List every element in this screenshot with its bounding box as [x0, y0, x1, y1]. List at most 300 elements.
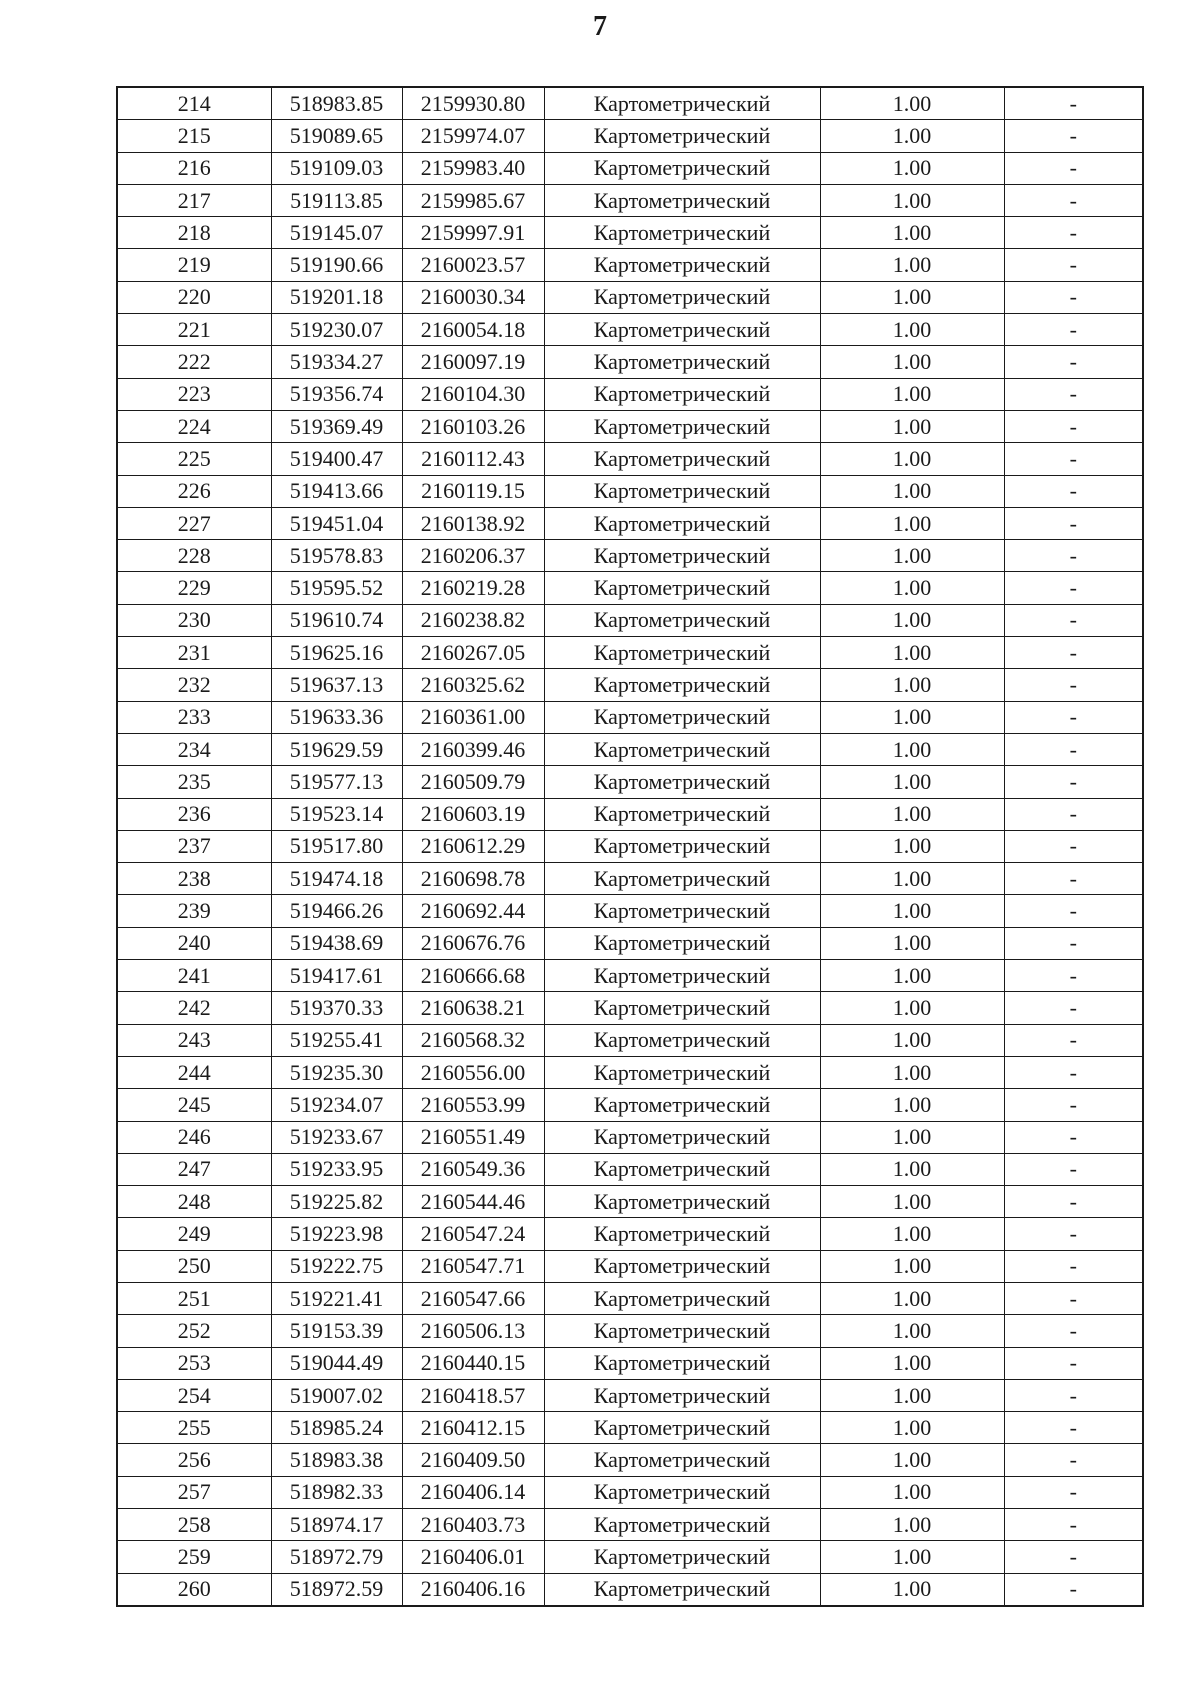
x-coordinate-cell: 519233.67 [271, 1121, 402, 1153]
y-coordinate-cell: 2160361.00 [402, 701, 544, 733]
description-cell: - [1004, 1089, 1143, 1121]
y-coordinate-cell: 2160698.78 [402, 863, 544, 895]
accuracy-cell: 1.00 [820, 1250, 1004, 1282]
accuracy-cell: 1.00 [820, 992, 1004, 1024]
x-coordinate-cell: 519233.95 [271, 1153, 402, 1185]
y-coordinate-cell: 2159997.91 [402, 217, 544, 249]
table-row [117, 443, 1143, 475]
method-cell: Картометрический [544, 1444, 820, 1476]
table-row [117, 798, 1143, 830]
method-cell: Картометрический [544, 1379, 820, 1411]
table-row [117, 1315, 1143, 1347]
accuracy-cell: 1.00 [820, 184, 1004, 216]
x-coordinate-cell: 518972.79 [271, 1541, 402, 1573]
point-number-cell: 235 [117, 766, 271, 798]
point-number-cell: 228 [117, 540, 271, 572]
point-number-cell: 216 [117, 152, 271, 184]
x-coordinate-cell: 519007.02 [271, 1379, 402, 1411]
point-number-cell: 260 [117, 1573, 271, 1606]
accuracy-cell: 1.00 [820, 87, 1004, 120]
description-cell: - [1004, 895, 1143, 927]
method-cell: Картометрический [544, 184, 820, 216]
description-cell: - [1004, 184, 1143, 216]
y-coordinate-cell: 2160556.00 [402, 1056, 544, 1088]
x-coordinate-cell: 519145.07 [271, 217, 402, 249]
point-number-cell: 219 [117, 249, 271, 281]
x-coordinate-cell: 519637.13 [271, 669, 402, 701]
y-coordinate-cell: 2160568.32 [402, 1024, 544, 1056]
table-row [117, 1186, 1143, 1218]
x-coordinate-cell: 519334.27 [271, 346, 402, 378]
point-number-cell: 222 [117, 346, 271, 378]
method-cell: Картометрический [544, 410, 820, 442]
point-number-cell: 253 [117, 1347, 271, 1379]
method-cell: Картометрический [544, 249, 820, 281]
x-coordinate-cell: 519109.03 [271, 152, 402, 184]
x-coordinate-cell: 519629.59 [271, 733, 402, 765]
accuracy-cell: 1.00 [820, 637, 1004, 669]
table-row [117, 1444, 1143, 1476]
table-row [117, 1509, 1143, 1541]
description-cell: - [1004, 1379, 1143, 1411]
point-number-cell: 242 [117, 992, 271, 1024]
accuracy-cell: 1.00 [820, 1282, 1004, 1314]
point-number-cell: 214 [117, 87, 271, 120]
y-coordinate-cell: 2160406.01 [402, 1541, 544, 1573]
point-number-cell: 223 [117, 378, 271, 410]
y-coordinate-cell: 2160692.44 [402, 895, 544, 927]
x-coordinate-cell: 519221.41 [271, 1282, 402, 1314]
description-cell: - [1004, 475, 1143, 507]
point-number-cell: 245 [117, 1089, 271, 1121]
description-cell: - [1004, 443, 1143, 475]
point-number-cell: 232 [117, 669, 271, 701]
accuracy-cell: 1.00 [820, 1509, 1004, 1541]
table-row [117, 475, 1143, 507]
y-coordinate-cell: 2160603.19 [402, 798, 544, 830]
point-number-cell: 241 [117, 960, 271, 992]
method-cell: Картометрический [544, 1476, 820, 1508]
accuracy-cell: 1.00 [820, 1444, 1004, 1476]
description-cell: - [1004, 507, 1143, 539]
point-number-cell: 252 [117, 1315, 271, 1347]
point-number-cell: 233 [117, 701, 271, 733]
y-coordinate-cell: 2160676.76 [402, 927, 544, 959]
method-cell: Картометрический [544, 540, 820, 572]
y-coordinate-cell: 2159983.40 [402, 152, 544, 184]
y-coordinate-cell: 2160418.57 [402, 1379, 544, 1411]
accuracy-cell: 1.00 [820, 1153, 1004, 1185]
accuracy-cell: 1.00 [820, 1412, 1004, 1444]
method-cell: Картометрический [544, 637, 820, 669]
description-cell: - [1004, 120, 1143, 152]
description-cell: - [1004, 669, 1143, 701]
point-number-cell: 248 [117, 1186, 271, 1218]
x-coordinate-cell: 518972.59 [271, 1573, 402, 1606]
table-row [117, 314, 1143, 346]
accuracy-cell: 1.00 [820, 217, 1004, 249]
accuracy-cell: 1.00 [820, 669, 1004, 701]
table-row [117, 1121, 1143, 1153]
y-coordinate-cell: 2160219.28 [402, 572, 544, 604]
method-cell: Картометрический [544, 572, 820, 604]
x-coordinate-cell: 519235.30 [271, 1056, 402, 1088]
method-cell: Картометрический [544, 1412, 820, 1444]
y-coordinate-cell: 2160553.99 [402, 1089, 544, 1121]
x-coordinate-cell: 519225.82 [271, 1186, 402, 1218]
method-cell: Картометрический [544, 1024, 820, 1056]
description-cell: - [1004, 1476, 1143, 1508]
point-number-cell: 236 [117, 798, 271, 830]
table-row [117, 733, 1143, 765]
y-coordinate-cell: 2160409.50 [402, 1444, 544, 1476]
table-row [117, 604, 1143, 636]
y-coordinate-cell: 2160547.71 [402, 1250, 544, 1282]
y-coordinate-cell: 2160547.66 [402, 1282, 544, 1314]
x-coordinate-cell: 518985.24 [271, 1412, 402, 1444]
table-row [117, 766, 1143, 798]
method-cell: Картометрический [544, 152, 820, 184]
method-cell: Картометрический [544, 1089, 820, 1121]
method-cell: Картометрический [544, 120, 820, 152]
method-cell: Картометрический [544, 443, 820, 475]
y-coordinate-cell: 2160054.18 [402, 314, 544, 346]
x-coordinate-cell: 519438.69 [271, 927, 402, 959]
accuracy-cell: 1.00 [820, 895, 1004, 927]
x-coordinate-cell: 519234.07 [271, 1089, 402, 1121]
description-cell: - [1004, 87, 1143, 120]
y-coordinate-cell: 2160097.19 [402, 346, 544, 378]
accuracy-cell: 1.00 [820, 152, 1004, 184]
method-cell: Картометрический [544, 1541, 820, 1573]
description-cell: - [1004, 701, 1143, 733]
x-coordinate-cell: 519595.52 [271, 572, 402, 604]
y-coordinate-cell: 2160138.92 [402, 507, 544, 539]
y-coordinate-cell: 2160325.62 [402, 669, 544, 701]
table-row [117, 1282, 1143, 1314]
point-number-cell: 246 [117, 1121, 271, 1153]
table-row [117, 863, 1143, 895]
point-number-cell: 218 [117, 217, 271, 249]
point-number-cell: 257 [117, 1476, 271, 1508]
y-coordinate-cell: 2160547.24 [402, 1218, 544, 1250]
description-cell: - [1004, 992, 1143, 1024]
table-row [117, 637, 1143, 669]
method-cell: Картометрический [544, 281, 820, 313]
accuracy-cell: 1.00 [820, 1541, 1004, 1573]
method-cell: Картометрический [544, 475, 820, 507]
description-cell: - [1004, 1218, 1143, 1250]
coordinates-table-body [117, 87, 1143, 1606]
point-number-cell: 226 [117, 475, 271, 507]
x-coordinate-cell: 519113.85 [271, 184, 402, 216]
point-number-cell: 243 [117, 1024, 271, 1056]
y-coordinate-cell: 2160666.68 [402, 960, 544, 992]
x-coordinate-cell: 519089.65 [271, 120, 402, 152]
method-cell: Картометрический [544, 766, 820, 798]
y-coordinate-cell: 2160112.43 [402, 443, 544, 475]
description-cell: - [1004, 766, 1143, 798]
table-row [117, 152, 1143, 184]
accuracy-cell: 1.00 [820, 1315, 1004, 1347]
table-row [117, 249, 1143, 281]
point-number-cell: 221 [117, 314, 271, 346]
description-cell: - [1004, 1024, 1143, 1056]
accuracy-cell: 1.00 [820, 1573, 1004, 1606]
accuracy-cell: 1.00 [820, 798, 1004, 830]
table-row [117, 217, 1143, 249]
point-number-cell: 220 [117, 281, 271, 313]
y-coordinate-cell: 2160238.82 [402, 604, 544, 636]
y-coordinate-cell: 2160612.29 [402, 830, 544, 862]
method-cell: Картометрический [544, 217, 820, 249]
x-coordinate-cell: 519451.04 [271, 507, 402, 539]
method-cell: Картометрический [544, 1121, 820, 1153]
x-coordinate-cell: 519190.66 [271, 249, 402, 281]
x-coordinate-cell: 519201.18 [271, 281, 402, 313]
x-coordinate-cell: 519610.74 [271, 604, 402, 636]
y-coordinate-cell: 2160103.26 [402, 410, 544, 442]
method-cell: Картометрический [544, 895, 820, 927]
accuracy-cell: 1.00 [820, 249, 1004, 281]
method-cell: Картометрический [544, 1282, 820, 1314]
point-number-cell: 229 [117, 572, 271, 604]
y-coordinate-cell: 2160104.30 [402, 378, 544, 410]
table-row [117, 927, 1143, 959]
description-cell: - [1004, 1056, 1143, 1088]
y-coordinate-cell: 2160023.57 [402, 249, 544, 281]
x-coordinate-cell: 519370.33 [271, 992, 402, 1024]
table-row [117, 1573, 1143, 1606]
y-coordinate-cell: 2160403.73 [402, 1509, 544, 1541]
y-coordinate-cell: 2160544.46 [402, 1186, 544, 1218]
accuracy-cell: 1.00 [820, 766, 1004, 798]
table-row [117, 120, 1143, 152]
description-cell: - [1004, 249, 1143, 281]
method-cell: Картометрический [544, 1347, 820, 1379]
method-cell: Картометрический [544, 927, 820, 959]
description-cell: - [1004, 1315, 1143, 1347]
x-coordinate-cell: 518983.38 [271, 1444, 402, 1476]
accuracy-cell: 1.00 [820, 1347, 1004, 1379]
y-coordinate-cell: 2160399.46 [402, 733, 544, 765]
accuracy-cell: 1.00 [820, 378, 1004, 410]
x-coordinate-cell: 519230.07 [271, 314, 402, 346]
point-number-cell: 230 [117, 604, 271, 636]
description-cell: - [1004, 1186, 1143, 1218]
accuracy-cell: 1.00 [820, 1476, 1004, 1508]
table-row [117, 1153, 1143, 1185]
description-cell: - [1004, 604, 1143, 636]
y-coordinate-cell: 2160406.16 [402, 1573, 544, 1606]
method-cell: Картометрический [544, 1315, 820, 1347]
point-number-cell: 224 [117, 410, 271, 442]
table-row [117, 669, 1143, 701]
x-coordinate-cell: 519153.39 [271, 1315, 402, 1347]
description-cell: - [1004, 540, 1143, 572]
accuracy-cell: 1.00 [820, 863, 1004, 895]
method-cell: Картометрический [544, 1153, 820, 1185]
table-row [117, 507, 1143, 539]
x-coordinate-cell: 519255.41 [271, 1024, 402, 1056]
table-row [117, 830, 1143, 862]
point-number-cell: 215 [117, 120, 271, 152]
accuracy-cell: 1.00 [820, 572, 1004, 604]
accuracy-cell: 1.00 [820, 701, 1004, 733]
coordinates-table [116, 86, 1144, 1607]
table-row [117, 1056, 1143, 1088]
table-row [117, 895, 1143, 927]
x-coordinate-cell: 519222.75 [271, 1250, 402, 1282]
y-coordinate-cell: 2160440.15 [402, 1347, 544, 1379]
description-cell: - [1004, 1121, 1143, 1153]
description-cell: - [1004, 1250, 1143, 1282]
point-number-cell: 217 [117, 184, 271, 216]
table-row [117, 1379, 1143, 1411]
x-coordinate-cell: 519523.14 [271, 798, 402, 830]
description-cell: - [1004, 830, 1143, 862]
method-cell: Картометрический [544, 507, 820, 539]
method-cell: Картометрический [544, 733, 820, 765]
x-coordinate-cell: 519369.49 [271, 410, 402, 442]
description-cell: - [1004, 1153, 1143, 1185]
method-cell: Картометрический [544, 992, 820, 1024]
y-coordinate-cell: 2160506.13 [402, 1315, 544, 1347]
x-coordinate-cell: 518982.33 [271, 1476, 402, 1508]
table-row [117, 1412, 1143, 1444]
method-cell: Картометрический [544, 87, 820, 120]
table-row [117, 992, 1143, 1024]
method-cell: Картометрический [544, 669, 820, 701]
point-number-cell: 251 [117, 1282, 271, 1314]
description-cell: - [1004, 217, 1143, 249]
table-row [117, 572, 1143, 604]
description-cell: - [1004, 1282, 1143, 1314]
accuracy-cell: 1.00 [820, 1121, 1004, 1153]
accuracy-cell: 1.00 [820, 443, 1004, 475]
point-number-cell: 255 [117, 1412, 271, 1444]
table-row [117, 1024, 1143, 1056]
x-coordinate-cell: 519356.74 [271, 378, 402, 410]
point-number-cell: 238 [117, 863, 271, 895]
accuracy-cell: 1.00 [820, 1379, 1004, 1411]
table-row [117, 87, 1143, 120]
table-row [117, 1476, 1143, 1508]
x-coordinate-cell: 519625.16 [271, 637, 402, 669]
y-coordinate-cell: 2159985.67 [402, 184, 544, 216]
accuracy-cell: 1.00 [820, 540, 1004, 572]
table-row [117, 346, 1143, 378]
method-cell: Картометрический [544, 604, 820, 636]
table-row [117, 410, 1143, 442]
x-coordinate-cell: 519633.36 [271, 701, 402, 733]
method-cell: Картометрический [544, 1186, 820, 1218]
x-coordinate-cell: 519517.80 [271, 830, 402, 862]
accuracy-cell: 1.00 [820, 1089, 1004, 1121]
accuracy-cell: 1.00 [820, 475, 1004, 507]
y-coordinate-cell: 2160412.15 [402, 1412, 544, 1444]
description-cell: - [1004, 637, 1143, 669]
point-number-cell: 247 [117, 1153, 271, 1185]
description-cell: - [1004, 346, 1143, 378]
table-row [117, 1541, 1143, 1573]
point-number-cell: 231 [117, 637, 271, 669]
accuracy-cell: 1.00 [820, 120, 1004, 152]
y-coordinate-cell: 2160206.37 [402, 540, 544, 572]
description-cell: - [1004, 863, 1143, 895]
x-coordinate-cell: 518983.85 [271, 87, 402, 120]
table-row [117, 184, 1143, 216]
description-cell: - [1004, 152, 1143, 184]
description-cell: - [1004, 960, 1143, 992]
x-coordinate-cell: 519223.98 [271, 1218, 402, 1250]
table-row [117, 701, 1143, 733]
x-coordinate-cell: 519413.66 [271, 475, 402, 507]
description-cell: - [1004, 1412, 1143, 1444]
method-cell: Картометрический [544, 378, 820, 410]
x-coordinate-cell: 519577.13 [271, 766, 402, 798]
table-row [117, 1347, 1143, 1379]
table-row [117, 1218, 1143, 1250]
description-cell: - [1004, 1541, 1143, 1573]
point-number-cell: 225 [117, 443, 271, 475]
point-number-cell: 249 [117, 1218, 271, 1250]
description-cell: - [1004, 1573, 1143, 1606]
method-cell: Картометрический [544, 1250, 820, 1282]
description-cell: - [1004, 410, 1143, 442]
description-cell: - [1004, 281, 1143, 313]
accuracy-cell: 1.00 [820, 1024, 1004, 1056]
method-cell: Картометрический [544, 863, 820, 895]
x-coordinate-cell: 519417.61 [271, 960, 402, 992]
point-number-cell: 256 [117, 1444, 271, 1476]
method-cell: Картометрический [544, 1218, 820, 1250]
point-number-cell: 250 [117, 1250, 271, 1282]
method-cell: Картометрический [544, 1573, 820, 1606]
accuracy-cell: 1.00 [820, 314, 1004, 346]
accuracy-cell: 1.00 [820, 960, 1004, 992]
description-cell: - [1004, 572, 1143, 604]
accuracy-cell: 1.00 [820, 830, 1004, 862]
accuracy-cell: 1.00 [820, 346, 1004, 378]
point-number-cell: 237 [117, 830, 271, 862]
accuracy-cell: 1.00 [820, 1186, 1004, 1218]
method-cell: Картометрический [544, 960, 820, 992]
y-coordinate-cell: 2160509.79 [402, 766, 544, 798]
point-number-cell: 234 [117, 733, 271, 765]
table-row [117, 1250, 1143, 1282]
table-row [117, 281, 1143, 313]
method-cell: Картометрический [544, 830, 820, 862]
description-cell: - [1004, 1444, 1143, 1476]
point-number-cell: 227 [117, 507, 271, 539]
point-number-cell: 258 [117, 1509, 271, 1541]
description-cell: - [1004, 1347, 1143, 1379]
y-coordinate-cell: 2160549.36 [402, 1153, 544, 1185]
y-coordinate-cell: 2160030.34 [402, 281, 544, 313]
x-coordinate-cell: 519578.83 [271, 540, 402, 572]
accuracy-cell: 1.00 [820, 410, 1004, 442]
method-cell: Картометрический [544, 1509, 820, 1541]
y-coordinate-cell: 2159930.80 [402, 87, 544, 120]
x-coordinate-cell: 519474.18 [271, 863, 402, 895]
table-row [117, 960, 1143, 992]
point-number-cell: 240 [117, 927, 271, 959]
y-coordinate-cell: 2160406.14 [402, 1476, 544, 1508]
x-coordinate-cell: 519044.49 [271, 1347, 402, 1379]
table-row [117, 378, 1143, 410]
point-number-cell: 239 [117, 895, 271, 927]
